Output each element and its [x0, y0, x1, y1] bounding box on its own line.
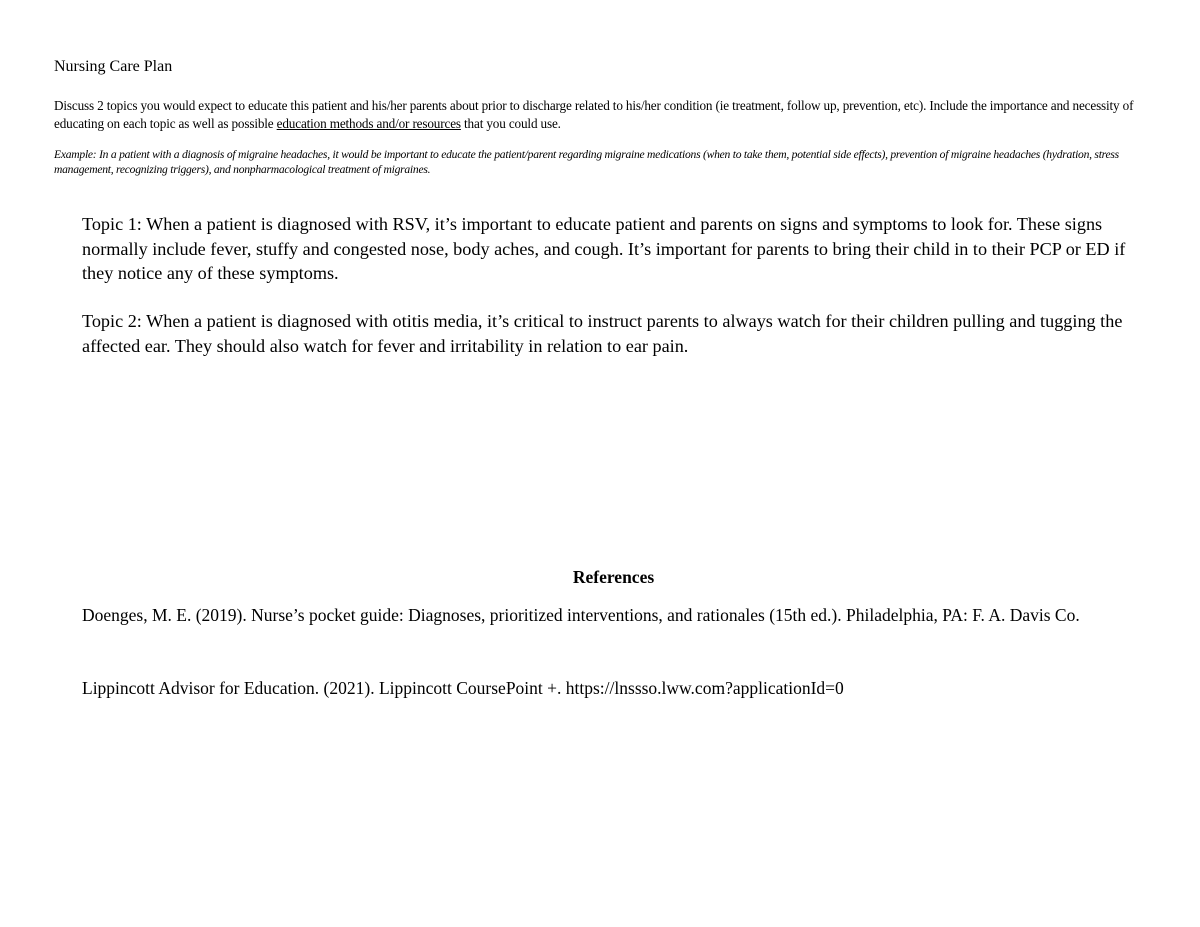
topic-1-paragraph: Topic 1: When a patient is diagnosed with RSV, it’s important to educate patient and parents on signs and symptoms to look for. These signs normally include fever, stuffy and congested nose, body aches, and cough. It’s important for parents to bring their child in to their PCP or ED if they notice any of these symptoms.	[82, 214, 1126, 283]
references-heading: References	[572, 567, 655, 587]
instructions-text-end: that you could use.	[460, 116, 561, 131]
topic-2-paragraph: Topic 2: When a patient is diagnosed with otitis media, it’s critical to instruct parents to always watch for their children pulling and tugging the affected ear. They should also watch for fever and irritability in relation to ear pain.	[82, 311, 1123, 356]
instructions-text: Discuss 2 topics you would expect to educate this patient and his/her parents about prior to discharge related to his/her condition (ie treatment, follow up, prevention, etc). Include the importance and necessity of educating on each topic as well as possible	[54, 98, 1134, 131]
reference-entry: Doenges, M. E. (2019). Nurse’s pocket guide: Diagnoses, prioritized interventions, and rationales (15th ed.). Philadelphia, PA: F. A. Davis Co.	[82, 605, 1080, 625]
reference-entry: Lippincott Advisor for Education. (2021). Lippincott CoursePoint +. https://lnssso.lww.com?applicationId=0	[82, 678, 844, 698]
document-title: Nursing Care Plan	[54, 58, 173, 75]
education-methods-underlined-text: education methods and/or resources	[276, 116, 461, 131]
instructions-paragraph	[54, 97, 1154, 133]
example-paragraph: Example: In a patient with a diagnosis of migraine headaches, it would be important to educate the patient/parent regarding migraine medications (when to take them, potential side effects), prevention of migraine headaches (hydration, stress management, recognizing triggers), and nonpharmacological treatment of migraines.	[54, 148, 1119, 176]
